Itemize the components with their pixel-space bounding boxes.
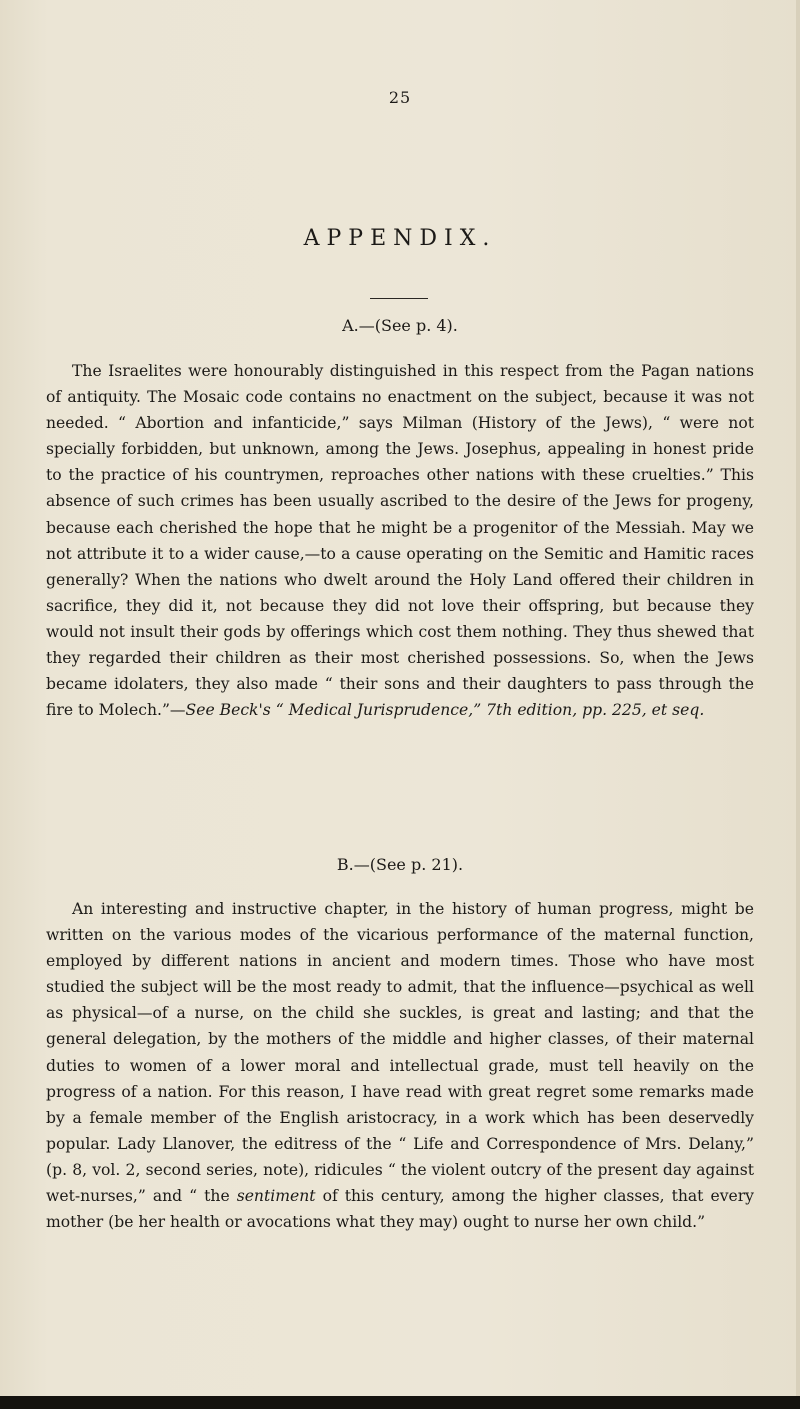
section-a-paragraph — [46, 358, 754, 723]
scan-right-edge — [796, 0, 800, 1409]
section-b-paragraph — [46, 896, 754, 1235]
page-number: 25 — [388, 88, 412, 107]
section-a-label: A.—(See p. 4). — [342, 316, 458, 335]
heading-rule — [370, 298, 428, 299]
section-b-label: B.—(See p. 21). — [336, 855, 464, 874]
section-a-text: The Israelites were honourably distinguished in this respect from the Pagan nations of antiquity. The Mosaic code contains no enactment on the subject, because it was not needed. “ Abortion and infanticide,” says Milman (History of the Jews), “ were not specially forbidden, but unknown, among the Jews. Josephus, appealing in honest pride to the practice of his countrymen, reproaches other nations with these cruelties.” This absence of such crimes has been usually ascribed to the desire of the Jews for progeny, because each cherished the hope that he might be a progenitor of the Messiah. May we not attribute it to a wider cause,—to a cause operating on the Semitic and Hamitic races generally? When the nations who dwelt around the Holy Land offered their children in sacrifice, they did it, not because they did not love their offspring, but because they would not insult their gods by offerings which cost them nothing. They thus shewed that they regarded their children as their most cherished possessions. So, when the Jews became idolaters, they also made “ their sons and their daughters to pass through the fire to Molech.”— — [46, 362, 754, 720]
section-b-text-end: of this century, among the higher classes, that every mother (be her health or avocations what they may) ought to nurse her own child.” — [46, 1187, 754, 1232]
section-a-citation: See Beck's “ Medical Jurisprudence,” 7th edition, pp. 225, et seq. — [185, 701, 705, 720]
section-b-text: An interesting and instructive chapter, in the history of human progress, might be written on the various modes of the vicarious performance of the maternal function, employed by different nations in ancient and modern times. Those who have most studied the subject will be the most ready to admit, that the influence—psychical as well as physical—of a nurse, on the child she suckles, is great and lasting; and that the general delegation, by the mothers of the middle and higher classes, of their maternal duties to women of a lower moral and intellectual grade, must tell heavily on the progress of a nation. For this reason, I have read with great regret some remarks made by a female member of the English aristocracy, in a work which has been deservedly popular. Lady Llanover, the editress of the “ Life and Correspondence of Mrs. Delany,” (p. 8, vol. 2, second series, note), ridicules “ the violent outcry of the present day against wet-nurses,” and “ the — [46, 900, 754, 1206]
scan-bottom-edge — [0, 1396, 800, 1409]
section-b-italic-word: sentiment — [236, 1187, 316, 1206]
appendix-heading: APPENDIX. — [303, 226, 497, 251]
